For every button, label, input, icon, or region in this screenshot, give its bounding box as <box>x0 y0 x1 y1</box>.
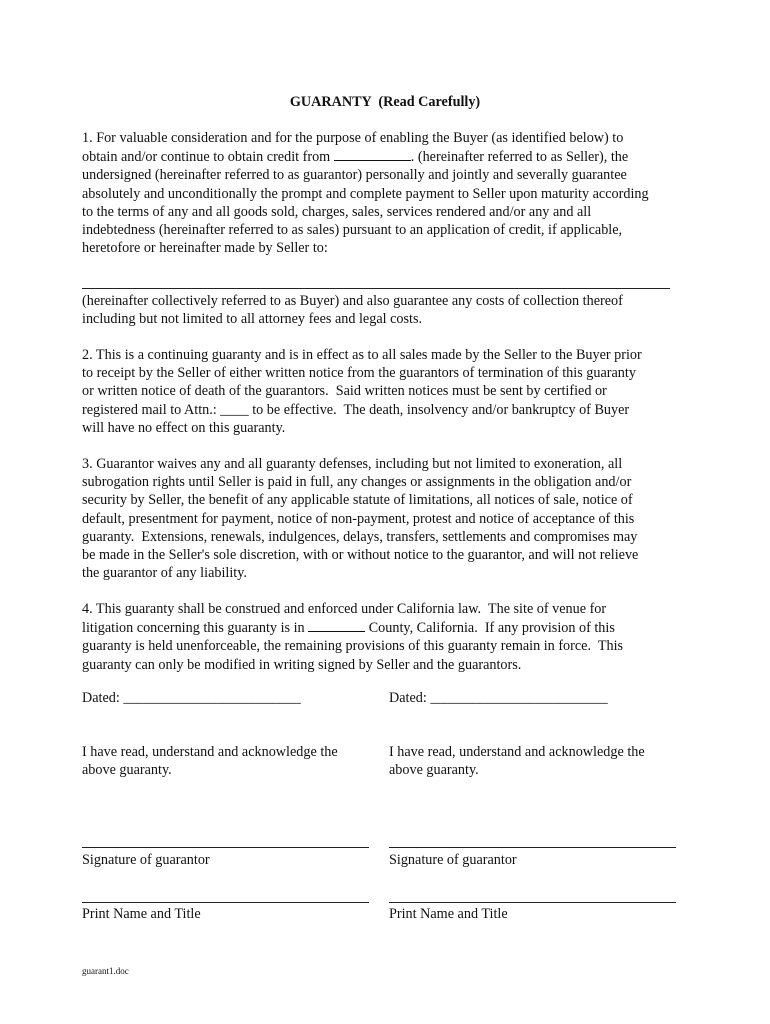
footer-filename: guarant1.doc <box>82 966 129 976</box>
paragraph-2 <box>82 346 692 437</box>
left-ack-line-1: I have read, understand and acknowledge the <box>82 744 338 760</box>
p3-line-1: 3. Guarantor waives any and all guaranty defenses, including but not limited to exoneration, all <box>82 456 623 472</box>
left-signature-line[interactable] <box>82 847 369 848</box>
right-print-name-line[interactable] <box>389 902 676 903</box>
right-print-name-label: Print Name and Title <box>389 906 508 922</box>
p1-line-5: to the terms of any and all goods sold, charges, sales, services rendered and/or any and all <box>82 203 592 220</box>
p2-line-4: registered mail to Attn.: ____ to be effective. The death, insolvency and/or bankruptcy of Buyer <box>82 401 630 418</box>
p2-line-3: or written notice of death of the guarantors. Said written notices must be sent by certified or <box>82 383 607 400</box>
paragraph-3 <box>82 455 692 582</box>
paragraph-1b <box>82 292 692 328</box>
paragraph-4 <box>82 600 692 674</box>
p3-line-6: be made in the Seller's sole discretion, with or without notice to the guarantor, and will not relieve <box>82 547 639 564</box>
right-ack-line-2: above guaranty. <box>389 762 479 778</box>
document-title: GUARANTY (Read Carefully) <box>289 94 481 110</box>
seller-blank[interactable] <box>334 147 411 161</box>
p4-line-2b: County, California. If any provision of this <box>365 620 615 637</box>
p1-line-1: 1. For valuable consideration and for the purpose of enabling the Buyer (as identified below) to <box>82 130 624 146</box>
p3-line-4: default, presentment for payment, notice of non-payment, protest and notice of acceptance of this <box>82 510 635 527</box>
p1-line-7: heretofore or hereinafter made by Seller to: <box>82 240 328 257</box>
p1-line-2b: . (hereinafter referred to as Seller), the <box>410 149 629 166</box>
p4-line-1: 4. This guaranty shall be construed and enforced under California law. The site of venue for <box>82 601 607 617</box>
p3-line-5: guaranty. Extensions, renewals, indulgences, delays, transfers, settlements and compromises may <box>82 528 638 545</box>
left-print-name-label: Print Name and Title <box>82 906 201 922</box>
p1b-line-1: (hereinafter collectively referred to as Buyer) and also guarantee any costs of collection thereof <box>82 293 623 309</box>
buyer-name-line[interactable] <box>82 288 670 289</box>
p4-line-3: guaranty is held unenforceable, the remaining provisions of this guaranty remain in force. This <box>82 638 624 655</box>
p1-line-2 <box>82 147 692 166</box>
p1-line-6: indebtedness (hereinafter referred to as sales) pursuant to an application of credit, if applicable, <box>82 222 623 239</box>
p2-line-5: will have no effect on this guaranty. <box>82 419 286 436</box>
p4-line-2a: litigation concerning this guaranty is in <box>82 620 309 637</box>
p1-line-2a: obtain and/or continue to obtain credit from <box>82 149 334 166</box>
p3-line-2: subrogation rights until Seller is paid in full, any changes or assignments in the obligation and/or <box>82 474 632 491</box>
left-dated-field[interactable]: Dated: _________________________ <box>82 690 301 706</box>
p1-line-4: absolutely and unconditionally the prompt and complete payment to Seller upon maturity according <box>82 185 649 202</box>
p2-line-2: to receipt by the Seller of either written notice from the guarantors of termination of this guaranty <box>82 365 636 382</box>
left-signature-label: Signature of guarantor <box>82 852 210 868</box>
p4-line-4: guaranty can only be modified in writing signed by Seller and the guarantors. <box>82 656 522 673</box>
left-print-name-line[interactable] <box>82 902 369 903</box>
p1-line-3: undersigned (hereinafter referred to as guarantor) personally and jointly and severally guarantee <box>82 167 627 184</box>
p1b-line-2: including but not limited to all attorney fees and legal costs. <box>82 311 423 328</box>
p3-line-3: security by Seller, the benefit of any applicable statute of limitations, all notices of sale, notice of <box>82 492 633 509</box>
county-blank[interactable] <box>308 618 365 632</box>
paragraph-1 <box>82 129 692 257</box>
p2-line-1: 2. This is a continuing guaranty and is in effect as to all sales made by the Seller to the Buyer prior <box>82 347 642 363</box>
right-dated-field[interactable]: Dated: _________________________ <box>389 690 608 706</box>
right-signature-line[interactable] <box>389 847 676 848</box>
right-ack-line-1: I have read, understand and acknowledge the <box>389 744 645 760</box>
right-signature-label: Signature of guarantor <box>389 852 517 868</box>
p4-line-2 <box>82 618 692 637</box>
left-ack-line-2: above guaranty. <box>82 762 172 778</box>
p3-line-7: the guarantor of any liability. <box>82 565 247 582</box>
